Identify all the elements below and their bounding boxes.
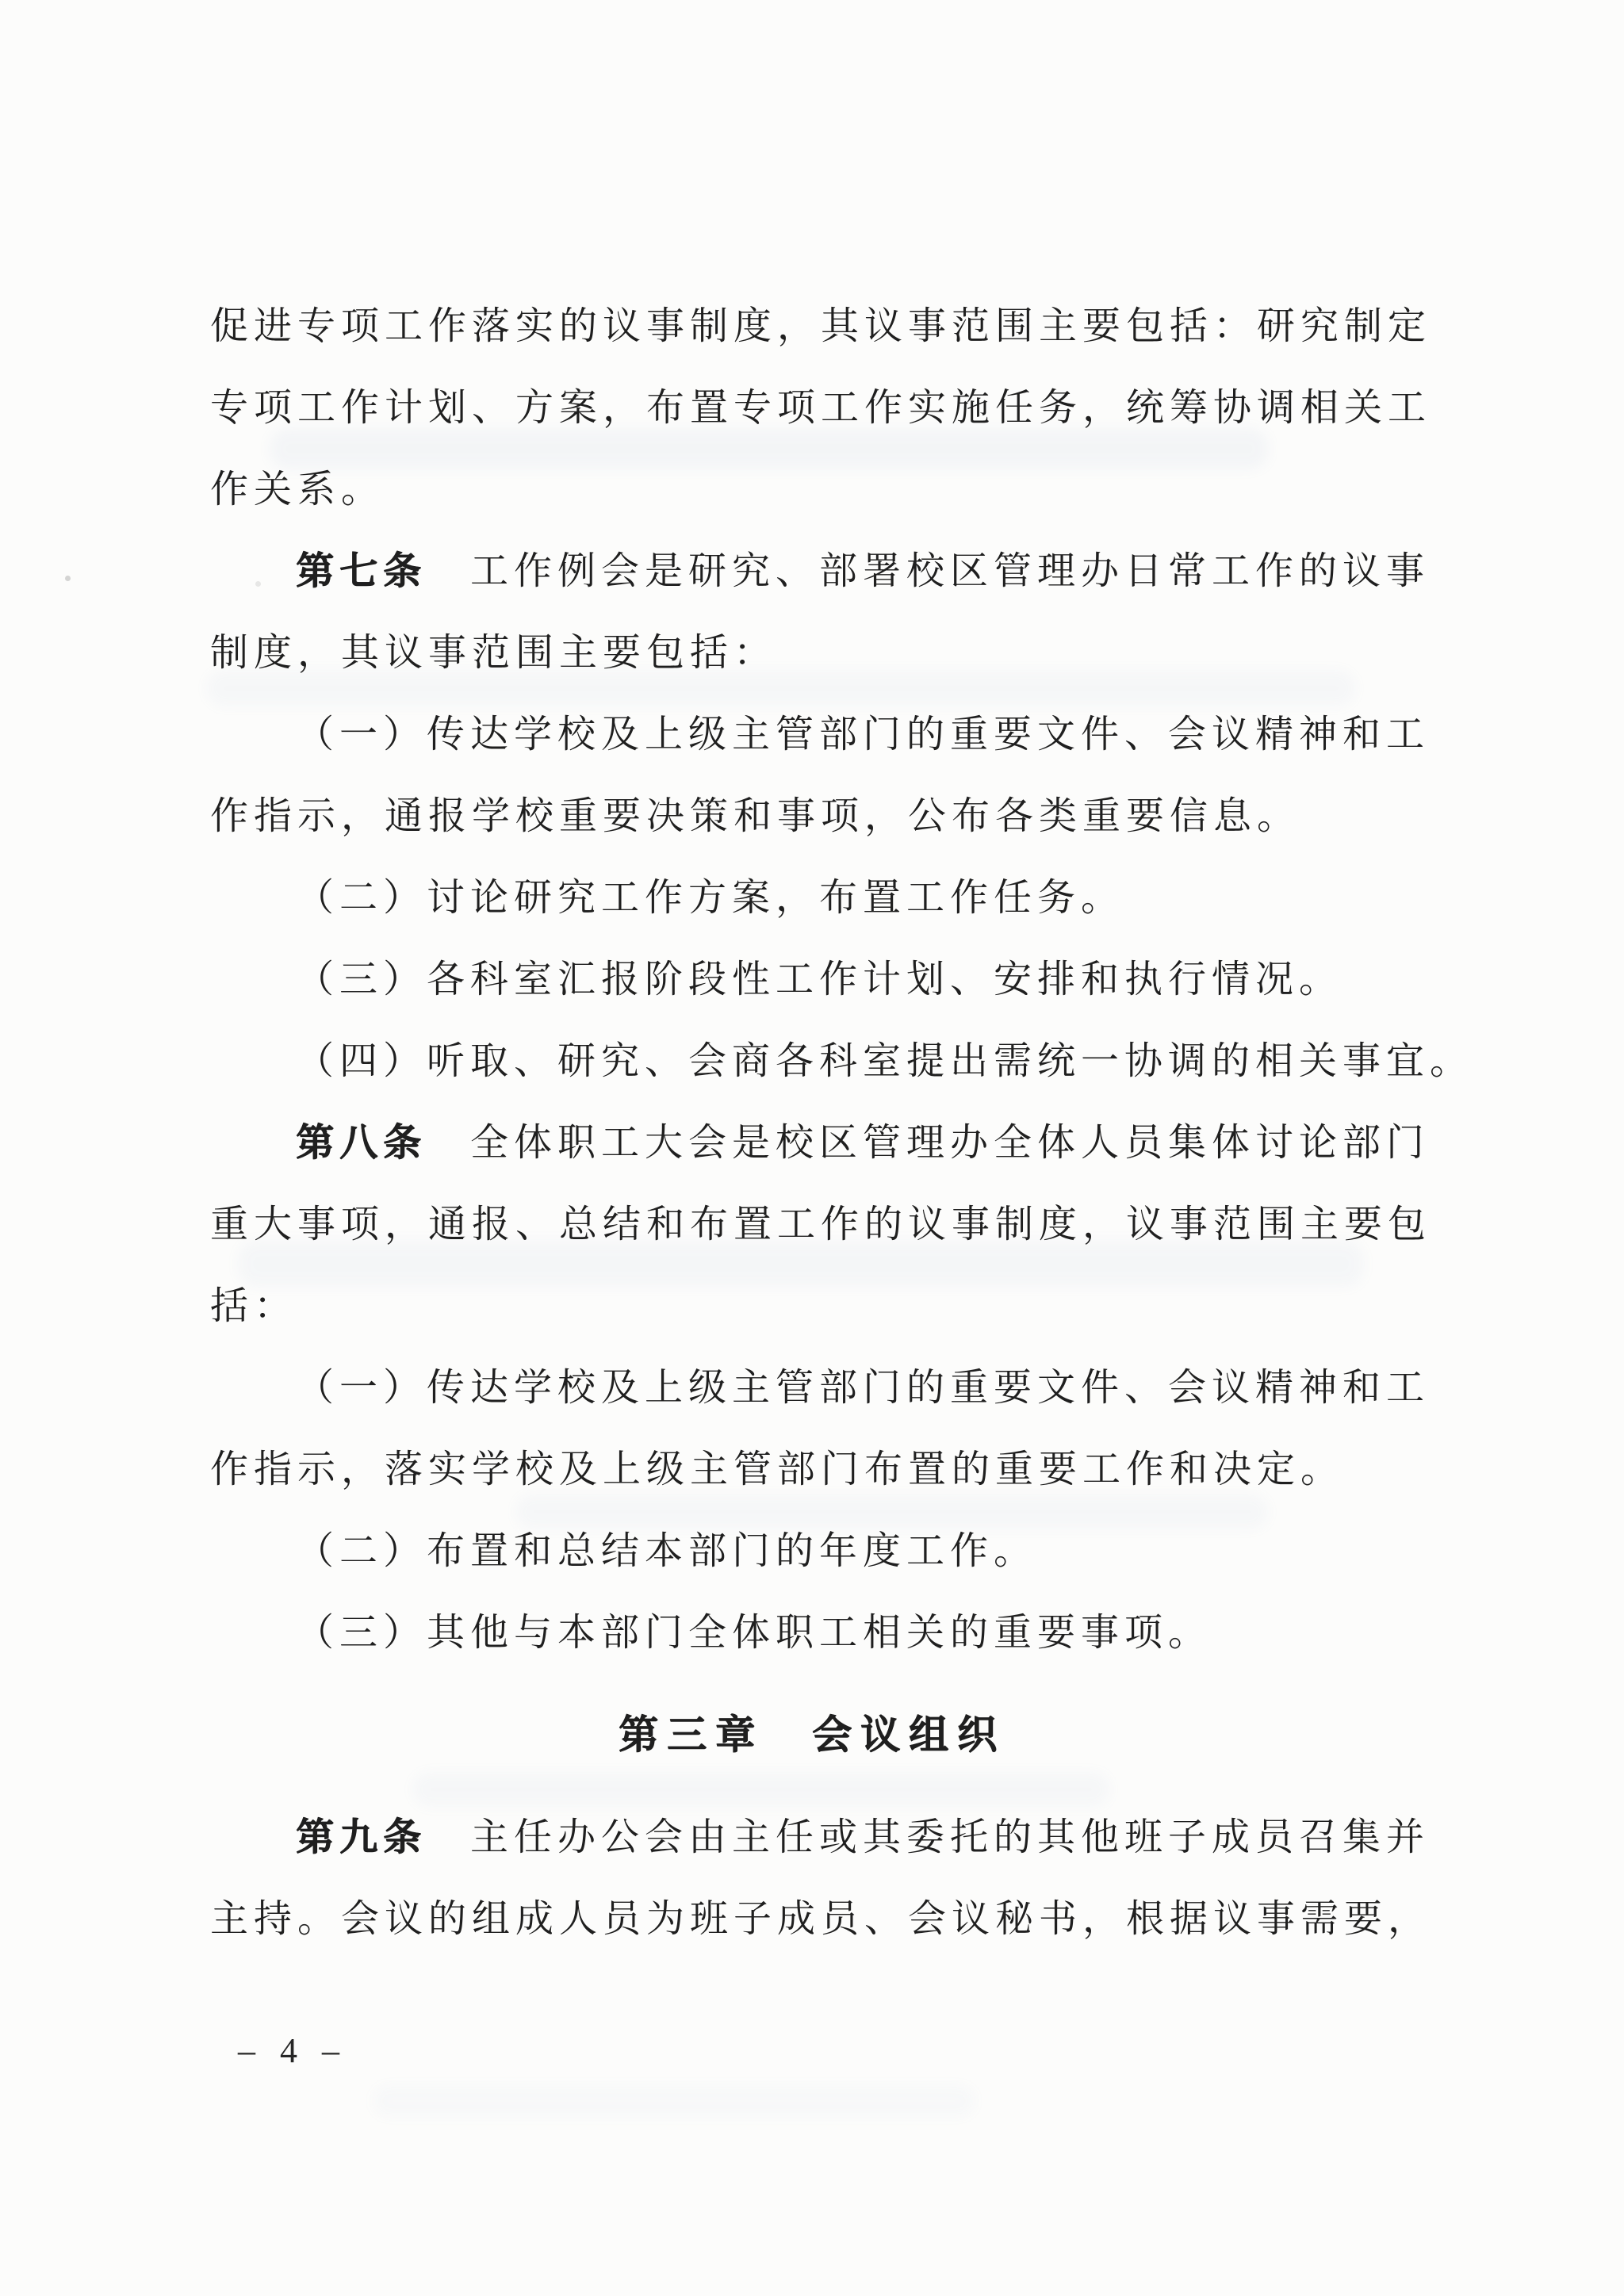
scan-bleed-artifact bbox=[373, 2085, 975, 2117]
article-text: 主任办公会由主任或其委托的其他班子成员召集并 bbox=[427, 1816, 1431, 1858]
scan-speck bbox=[255, 581, 261, 587]
body-line: 专项工作计划、方案，布置专项工作实施任务，统筹协调相关工 bbox=[210, 387, 1432, 429]
body-line: 作关系。 bbox=[210, 469, 385, 511]
body-line-item: （三）其他与本部门全体职工相关的重要事项。 bbox=[296, 1612, 1212, 1654]
body-line-article-7 bbox=[296, 550, 1430, 593]
scan-speck bbox=[65, 576, 71, 581]
body-line: 重大事项，通报、总结和布置工作的议事制度，议事范围主要包 bbox=[210, 1203, 1432, 1246]
body-line-item: （二）布置和总结本部门的年度工作。 bbox=[296, 1530, 1038, 1572]
body-line: 主持。会议的组成人员为班子成员、会议秘书，根据议事需要， bbox=[210, 1898, 1432, 1940]
article-text: 全体职工大会是校区管理办全体人员集体讨论部门 bbox=[427, 1122, 1431, 1164]
article-number-label: 第七条 bbox=[296, 550, 427, 592]
scan-bleed-artifact bbox=[270, 428, 1269, 469]
body-line-item: （三）各科室汇报阶段性工作计划、安排和执行情况。 bbox=[296, 959, 1343, 1001]
body-line-item: （一）传达学校及上级主管部门的重要文件、会议精神和工 bbox=[296, 1367, 1431, 1409]
body-line: 制度，其议事范围主要包括： bbox=[210, 632, 778, 674]
scan-bleed-artifact bbox=[206, 670, 1356, 706]
body-line-item: （四）听取、研究、会商各科室提出需统一协调的相关事宜。 bbox=[296, 1040, 1474, 1082]
body-line-article-9 bbox=[296, 1816, 1430, 1859]
scan-bleed-artifact bbox=[238, 1241, 1364, 1287]
body-line-item: （二）讨论研究工作方案，布置工作任务。 bbox=[296, 877, 1125, 919]
body-line-article-8 bbox=[296, 1122, 1430, 1165]
body-line: 作指示，通报学校重要决策和事项，公布各类重要信息。 bbox=[210, 795, 1301, 837]
section-heading: 第三章 会议组织 bbox=[619, 1712, 1005, 1757]
article-text: 工作例会是研究、部署校区管理办日常工作的议事 bbox=[427, 550, 1431, 592]
body-line: 作指示，落实学校及上级主管部门布置的重要工作和决定。 bbox=[210, 1448, 1345, 1490]
page-number: – 4 – bbox=[238, 2031, 347, 2070]
body-line-item: （一）传达学校及上级主管部门的重要文件、会议精神和工 bbox=[296, 714, 1431, 756]
article-number-label: 第八条 bbox=[296, 1122, 427, 1164]
scan-bleed-artifact bbox=[412, 1772, 1110, 1807]
body-line: 括： bbox=[210, 1285, 298, 1327]
article-number-label: 第九条 bbox=[296, 1816, 427, 1858]
scan-bleed-artifact bbox=[515, 1494, 1269, 1529]
body-line: 促进专项工作落实的议事制度，其议事范围主要包括：研究制定 bbox=[210, 305, 1432, 347]
